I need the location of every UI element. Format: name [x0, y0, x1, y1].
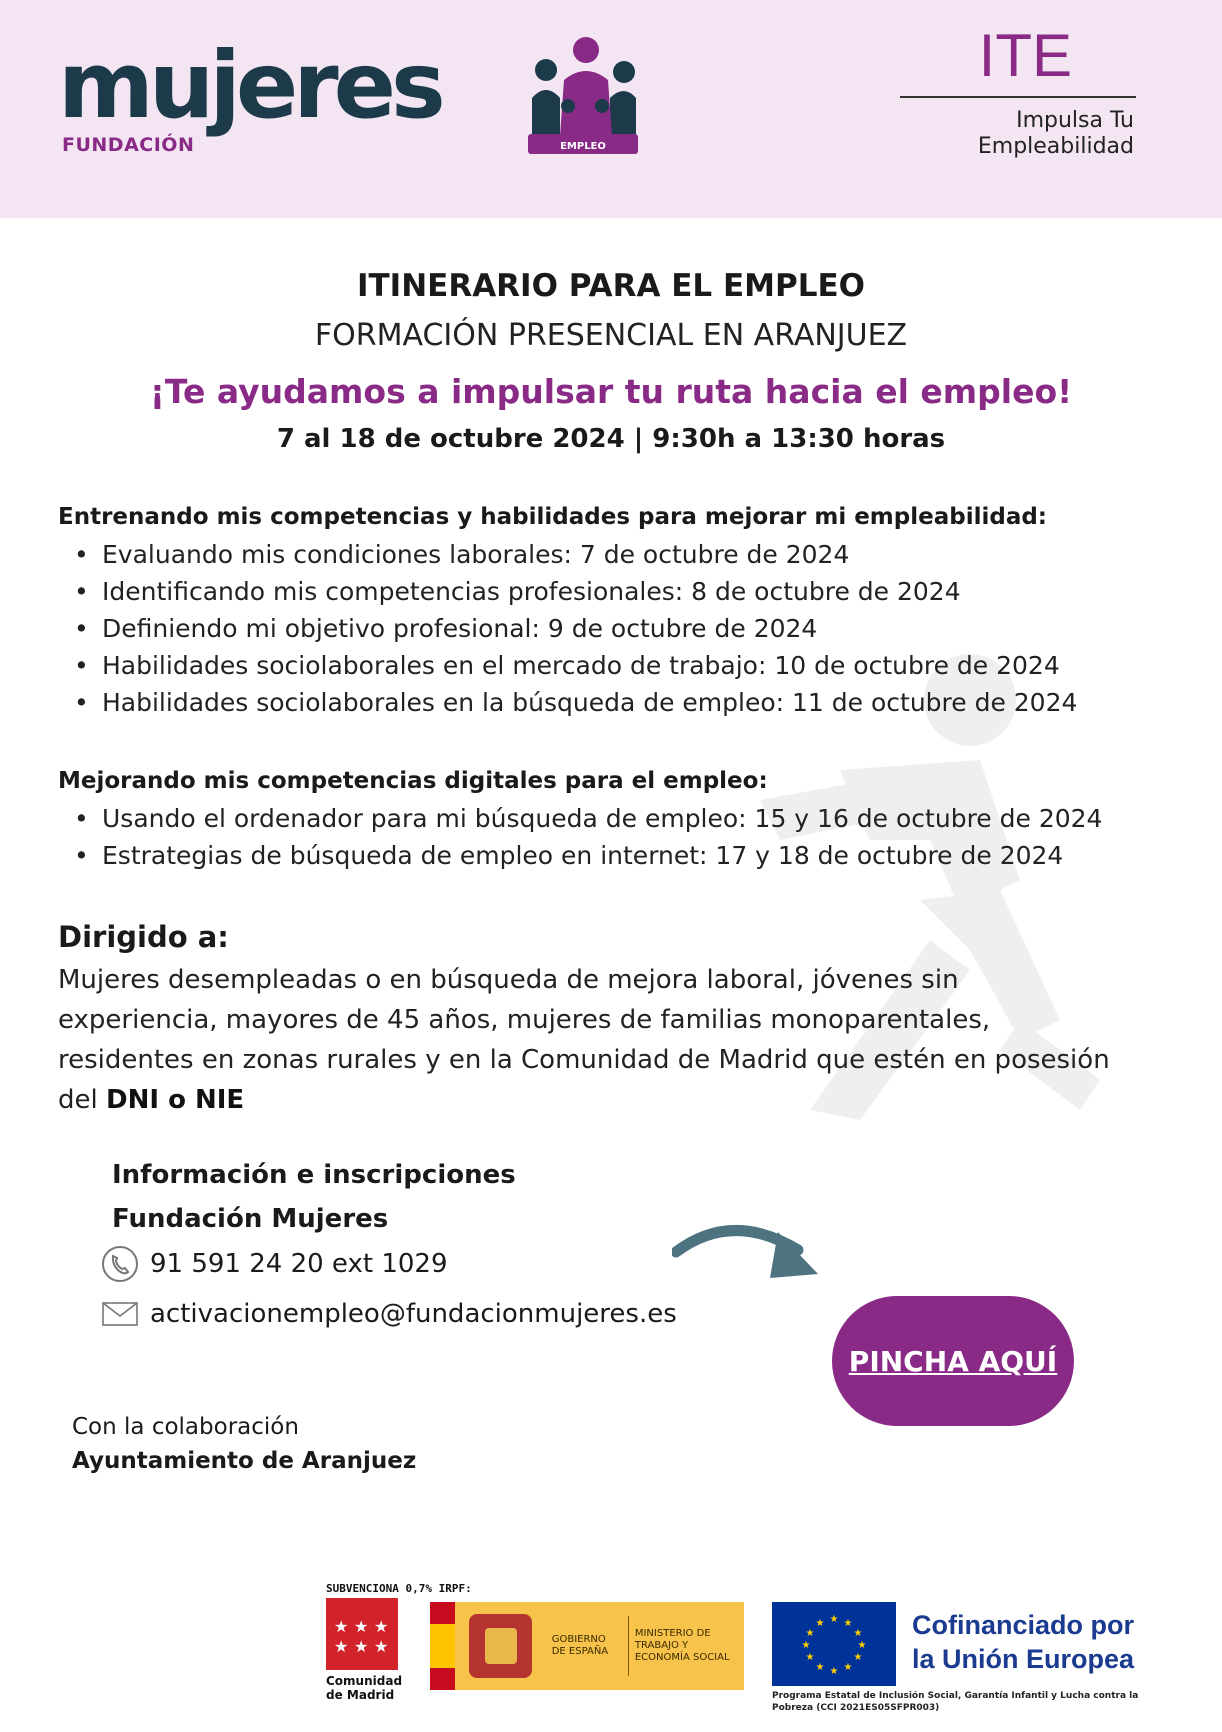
section-digitales — [58, 768, 1178, 874]
svg-text:★: ★ — [815, 1662, 825, 1673]
schedule-dates: 7 al 18 de octubre 2024 | 9:30h a 13:30 horas — [276, 424, 946, 454]
colaboracion — [72, 1410, 416, 1478]
empleo-logo-icon — [528, 36, 638, 154]
phone-row — [112, 1244, 677, 1284]
ite-subtitle-line-2: Empleabilidad — [977, 134, 1134, 160]
svg-text:★: ★ — [334, 1617, 349, 1636]
info-title: Información e inscripciones — [112, 1160, 516, 1190]
slogan: ¡Te ayudamos a impulsar tu ruta hacia el empleo! — [149, 372, 1073, 411]
list-item: • Habilidades sociolaborales en el mercado de trabajo: 10 de octubre de 2024 — [58, 647, 1178, 684]
dirigido-body: Mujeres desempleadas o en búsqueda de mejora laboral, jóvenes sin experiencia, mayores de 45 años, mujeres de familias monoparentales, residentes en zonas rurales y en la Comunidad de Madrid que estén en posesión del — [58, 965, 1110, 1115]
eu-line-2: la Unión Europea — [912, 1644, 1135, 1674]
ite-title: ITE — [978, 22, 1072, 89]
info-org: Fundación Mujeres — [112, 1204, 389, 1234]
list-item: • Definiendo mi objetivo profesional: 9 de octubre de 2024 — [58, 610, 1178, 647]
pincha-aqui-button[interactable]: PINCHA AQUÍ — [832, 1296, 1074, 1426]
phone-number[interactable]: 91 591 24 20 ext 1029 — [150, 1249, 448, 1279]
section-competencias-heading: Entrenando mis competencias y habilidades para mejorar mi empleabilidad: — [58, 504, 1047, 530]
cm-label-2: de Madrid — [326, 1688, 395, 1702]
email-address[interactable]: activacionempleo@fundacionmujeres.es — [150, 1299, 677, 1329]
list-item: • Habilidades sociolaborales en la búsqueda de empleo: 11 de octubre de 2024 — [58, 684, 1178, 721]
dirigido-bold: DNI o NIE — [106, 1085, 245, 1115]
svg-text:★: ★ — [334, 1637, 349, 1656]
logo-wordmark: mujeres — [58, 32, 441, 139]
svg-text:★: ★ — [374, 1637, 389, 1656]
dirigido-text — [58, 960, 1118, 1120]
curved-arrow-icon — [672, 1210, 822, 1286]
svg-text:★: ★ — [843, 1662, 853, 1673]
list-item: • Estrategias de búsqueda de empleo en internet: 17 y 18 de octubre de 2024 — [58, 837, 1178, 874]
gobierno-espana-logo — [430, 1602, 744, 1690]
comunidad-madrid-label — [326, 1674, 402, 1702]
madrid-stars-icon — [326, 1598, 398, 1670]
svg-text:★: ★ — [853, 1652, 863, 1663]
svg-text:★: ★ — [857, 1640, 867, 1651]
eu-stars-icon — [772, 1602, 896, 1686]
cm-label-1: Comunidad — [326, 1674, 403, 1688]
email-row — [112, 1294, 677, 1334]
eu-line-1: Cofinanciado por — [912, 1610, 1134, 1640]
section-competencias — [58, 504, 1178, 721]
comunidad-madrid-logo — [326, 1598, 398, 1670]
gobierno-label: GOBIERNO DE ESPAÑA — [551, 1634, 609, 1657]
logo-subtitle: FUNDACIÓN — [62, 134, 195, 156]
svg-text:★: ★ — [354, 1637, 369, 1656]
svg-text:★: ★ — [815, 1618, 825, 1629]
subtitle: FORMACIÓN PRESENCIAL EN ARANJUEZ — [314, 318, 908, 353]
list-item: • Evaluando mis condiciones laborales: 7 de octubre de 2024 — [58, 536, 1178, 573]
svg-text:★: ★ — [374, 1617, 389, 1636]
list-item: • Identificando mis competencias profesionales: 8 de octubre de 2024 — [58, 573, 1178, 610]
eu-cofinanciado — [912, 1608, 1134, 1676]
colaboracion-org: Ayuntamiento de Aranjuez — [72, 1448, 417, 1474]
main-title: ITINERARIO PARA EL EMPLEO — [356, 268, 866, 304]
section-digitales-heading: Mejorando mis competencias digitales para el empleo: — [58, 768, 768, 794]
colaboracion-label: Con la colaboración — [72, 1414, 299, 1440]
header-banner — [0, 0, 1222, 218]
dirigido-heading: Dirigido a: — [58, 920, 229, 954]
svg-text:★: ★ — [805, 1628, 815, 1639]
spain-flag-strip — [430, 1602, 455, 1690]
section-competencias-list — [58, 536, 1178, 721]
ite-subtitle — [874, 108, 1134, 161]
coat-of-arms-icon — [469, 1614, 531, 1678]
ministerio-label: MINISTERIO DE TRABAJO Y ECONOMÍA SOCIAL — [634, 1628, 730, 1663]
eu-flag-logo — [772, 1602, 896, 1686]
svg-text:★: ★ — [829, 1666, 839, 1677]
phone-icon — [100, 1244, 140, 1284]
svg-text:★: ★ — [805, 1652, 815, 1663]
svg-text:★: ★ — [843, 1618, 853, 1629]
info-section — [112, 1160, 677, 1334]
eu-programa-note: Programa Estatal de Inclusión Social, Garantía Infantil y Lucha contra la Pobreza (CCI 2021ES05SFPR003) — [772, 1691, 1139, 1713]
mail-icon — [100, 1294, 140, 1334]
list-item: • Usando el ordenador para mi búsqueda de empleo: 15 y 16 de octubre de 2024 — [58, 800, 1178, 837]
svg-text:★: ★ — [801, 1640, 811, 1651]
svg-text:★: ★ — [354, 1617, 369, 1636]
subvenciona-label: SUBVENCIONA 0,7% IRPF: — [326, 1582, 472, 1595]
section-digitales-list — [58, 800, 1178, 874]
svg-text:★: ★ — [829, 1614, 839, 1625]
svg-text:★: ★ — [853, 1628, 863, 1639]
ite-divider — [900, 96, 1136, 98]
gob-separator — [628, 1616, 629, 1676]
logo-icon-label: EMPLEO — [560, 141, 606, 152]
dirigido-section — [58, 920, 1118, 1120]
ite-subtitle-line-1: Impulsa Tu — [1016, 108, 1134, 133]
